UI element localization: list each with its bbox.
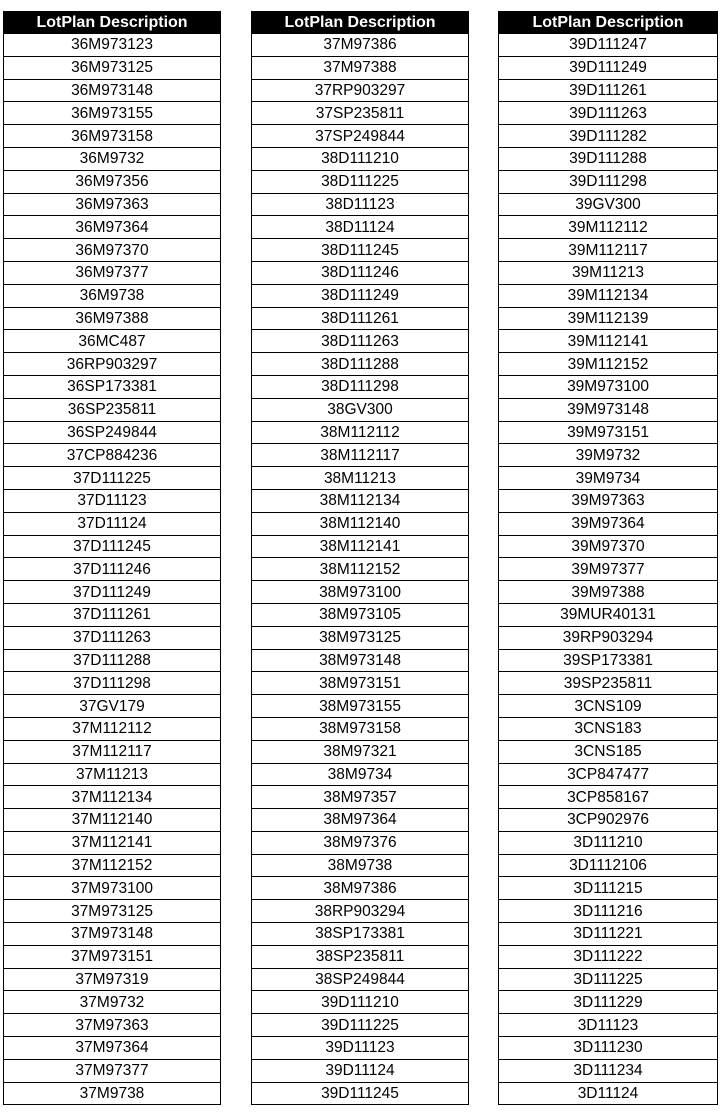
lotplan-cell: 37M112134 bbox=[4, 786, 221, 809]
lotplan-cell: 37D111263 bbox=[4, 626, 221, 649]
lotplan-cell: 3CP902976 bbox=[499, 809, 718, 832]
table-row bbox=[4, 56, 221, 79]
lotplan-cell: 38M97376 bbox=[252, 831, 469, 854]
table-row bbox=[499, 147, 718, 170]
table-row bbox=[252, 1037, 469, 1060]
table-row bbox=[4, 375, 221, 398]
table-row bbox=[499, 763, 718, 786]
lotplan-cell: 36MC487 bbox=[4, 330, 221, 353]
table-row bbox=[499, 398, 718, 421]
table-body bbox=[4, 34, 221, 1105]
lotplan-cell: 39M973151 bbox=[499, 421, 718, 444]
lotplan-cell: 38D111261 bbox=[252, 307, 469, 330]
table-row bbox=[252, 307, 469, 330]
lotplan-cell: 3D111221 bbox=[499, 923, 718, 946]
table-row bbox=[499, 125, 718, 148]
lotplan-cell: 37M97386 bbox=[252, 34, 469, 57]
table-row bbox=[252, 398, 469, 421]
lotplan-cell: 39M112139 bbox=[499, 307, 718, 330]
table-row bbox=[499, 1059, 718, 1082]
lotplan-cell: 39M973148 bbox=[499, 398, 718, 421]
table-row bbox=[499, 353, 718, 376]
lotplan-cell: 3D11124 bbox=[499, 1082, 718, 1105]
table-row bbox=[252, 375, 469, 398]
table-row bbox=[4, 831, 221, 854]
table-row bbox=[252, 147, 469, 170]
table-row bbox=[4, 467, 221, 490]
lotplan-cell: 36SP235811 bbox=[4, 398, 221, 421]
lotplan-cell: 3D111210 bbox=[499, 831, 718, 854]
table-row bbox=[252, 535, 469, 558]
lotplan-cell: 37D111261 bbox=[4, 603, 221, 626]
lotplan-cell: 37M973151 bbox=[4, 945, 221, 968]
lotplan-cell: 38M112134 bbox=[252, 489, 469, 512]
lotplan-cell: 37D11124 bbox=[4, 512, 221, 535]
lotplan-cell: 38M112152 bbox=[252, 558, 469, 581]
lotplan-cell: 39GV300 bbox=[499, 193, 718, 216]
table-row bbox=[4, 147, 221, 170]
lotplan-cell: 3D111215 bbox=[499, 877, 718, 900]
table-row bbox=[4, 900, 221, 923]
lotplan-cell: 39M112134 bbox=[499, 284, 718, 307]
table-row bbox=[4, 854, 221, 877]
table-row bbox=[499, 945, 718, 968]
lotplan-cell: 37D111249 bbox=[4, 581, 221, 604]
table-row bbox=[4, 877, 221, 900]
table-row bbox=[4, 353, 221, 376]
lotplan-cell: 37M112117 bbox=[4, 740, 221, 763]
table-row bbox=[252, 125, 469, 148]
lotplan-cell: 38M973151 bbox=[252, 672, 469, 695]
table-row bbox=[4, 809, 221, 832]
table-row bbox=[252, 56, 469, 79]
lotplan-cell: 36M97356 bbox=[4, 170, 221, 193]
lotplan-cell: 3D111225 bbox=[499, 968, 718, 991]
lotplan-cell: 38M9738 bbox=[252, 854, 469, 877]
table-row bbox=[4, 398, 221, 421]
lotplan-cell: 37M97363 bbox=[4, 1014, 221, 1037]
lotplan-cell: 3D11123 bbox=[499, 1014, 718, 1037]
lotplan-cell: 38M9734 bbox=[252, 763, 469, 786]
lotplan-cell: 36RP903297 bbox=[4, 353, 221, 376]
table-header-row bbox=[252, 12, 469, 34]
table-row bbox=[499, 1037, 718, 1060]
table-row bbox=[499, 239, 718, 262]
table-body bbox=[499, 34, 718, 1105]
lotplan-cell: 39MUR40131 bbox=[499, 603, 718, 626]
table-row bbox=[252, 968, 469, 991]
lotplan-cell: 37M11213 bbox=[4, 763, 221, 786]
lotplan-cell: 3CNS109 bbox=[499, 695, 718, 718]
lotplan-cell: 38M97357 bbox=[252, 786, 469, 809]
table-row bbox=[499, 900, 718, 923]
table-row bbox=[252, 261, 469, 284]
lotplan-cell: 37CP884236 bbox=[4, 444, 221, 467]
table-row bbox=[499, 854, 718, 877]
table-row bbox=[4, 1037, 221, 1060]
lotplan-cell: 36M973148 bbox=[4, 79, 221, 102]
lotplan-cell: 37RP903297 bbox=[252, 79, 469, 102]
lotplan-cell: 37M112141 bbox=[4, 831, 221, 854]
lotplan-cell: 38M973155 bbox=[252, 695, 469, 718]
table-row bbox=[499, 786, 718, 809]
lotplan-table-1 bbox=[3, 11, 221, 1105]
table-row bbox=[252, 945, 469, 968]
table-row bbox=[252, 854, 469, 877]
table-row bbox=[499, 991, 718, 1014]
lotplan-cell: 37M97319 bbox=[4, 968, 221, 991]
table-row bbox=[499, 34, 718, 57]
lotplan-cell: 36M97370 bbox=[4, 239, 221, 262]
lotplan-cell: 38M973100 bbox=[252, 581, 469, 604]
lotplan-cell: 37M112152 bbox=[4, 854, 221, 877]
lotplan-cell: 38RP903294 bbox=[252, 900, 469, 923]
lotplan-cell: 37GV179 bbox=[4, 695, 221, 718]
table-row bbox=[252, 763, 469, 786]
lotplan-cell: 37D111225 bbox=[4, 467, 221, 490]
table-row bbox=[252, 1082, 469, 1105]
lotplan-cell: 36SP173381 bbox=[4, 375, 221, 398]
table-row bbox=[4, 535, 221, 558]
table-row bbox=[252, 512, 469, 535]
lotplan-cell: 38D111245 bbox=[252, 239, 469, 262]
lotplan-cell: 37M112140 bbox=[4, 809, 221, 832]
table-row bbox=[4, 512, 221, 535]
lotplan-cell: 36M9738 bbox=[4, 284, 221, 307]
lotplan-cell: 38M973148 bbox=[252, 649, 469, 672]
lotplan-cell: 37M97377 bbox=[4, 1059, 221, 1082]
lotplan-cell: 39SP173381 bbox=[499, 649, 718, 672]
lotplan-cell: 38D111225 bbox=[252, 170, 469, 193]
table-row bbox=[252, 239, 469, 262]
table-row bbox=[4, 672, 221, 695]
table-row bbox=[4, 193, 221, 216]
table-row bbox=[4, 1082, 221, 1105]
lotplan-cell: 37SP249844 bbox=[252, 125, 469, 148]
lotplan-cell: 39D111263 bbox=[499, 102, 718, 125]
table-row bbox=[252, 900, 469, 923]
table-row bbox=[4, 626, 221, 649]
lotplan-cell: 3D111222 bbox=[499, 945, 718, 968]
table-row bbox=[4, 695, 221, 718]
lotplan-cell: 39M112152 bbox=[499, 353, 718, 376]
table-row bbox=[4, 444, 221, 467]
table-row bbox=[4, 239, 221, 262]
table-row bbox=[4, 125, 221, 148]
lotplan-cell: 36M97377 bbox=[4, 261, 221, 284]
lotplan-cell: 3CP847477 bbox=[499, 763, 718, 786]
lotplan-cell: 3D1112106 bbox=[499, 854, 718, 877]
lotplan-cell: 36M973155 bbox=[4, 102, 221, 125]
lotplan-cell: 38GV300 bbox=[252, 398, 469, 421]
table-row bbox=[499, 261, 718, 284]
lotplan-cell: 3D111216 bbox=[499, 900, 718, 923]
table-row bbox=[499, 102, 718, 125]
table-row bbox=[4, 261, 221, 284]
table-row bbox=[499, 1014, 718, 1037]
lotplan-cell: 39D111210 bbox=[252, 991, 469, 1014]
table-row bbox=[499, 535, 718, 558]
lotplan-table-3 bbox=[498, 11, 718, 1105]
lotplan-cell: 39D111225 bbox=[252, 1014, 469, 1037]
table-row bbox=[4, 991, 221, 1014]
table-row bbox=[4, 102, 221, 125]
table-row bbox=[252, 421, 469, 444]
lotplan-cell: 39M97388 bbox=[499, 581, 718, 604]
lotplan-cell: 38D111298 bbox=[252, 375, 469, 398]
table-header-row bbox=[4, 12, 221, 34]
lotplan-cell: 36M9732 bbox=[4, 147, 221, 170]
table-row bbox=[252, 79, 469, 102]
lotplan-cell: 37M9738 bbox=[4, 1082, 221, 1105]
table-row bbox=[499, 444, 718, 467]
table-row bbox=[499, 649, 718, 672]
table-row bbox=[499, 284, 718, 307]
lotplan-cell: 36M97364 bbox=[4, 216, 221, 239]
lotplan-cell: 38M11213 bbox=[252, 467, 469, 490]
lotplan-cell: 39D111247 bbox=[499, 34, 718, 57]
table-row bbox=[499, 603, 718, 626]
lotplan-cell: 36M973158 bbox=[4, 125, 221, 148]
lotplan-cell: 3CNS183 bbox=[499, 717, 718, 740]
table-row bbox=[499, 672, 718, 695]
table-row bbox=[499, 330, 718, 353]
lotplan-cell: 38M973158 bbox=[252, 717, 469, 740]
table-row bbox=[4, 763, 221, 786]
lotplan-cell: 36SP249844 bbox=[4, 421, 221, 444]
table-row bbox=[252, 923, 469, 946]
table-row bbox=[499, 558, 718, 581]
lotplan-cell: 37M112112 bbox=[4, 717, 221, 740]
table-row bbox=[499, 307, 718, 330]
lotplan-cell: 38M97321 bbox=[252, 740, 469, 763]
lotplan-cell: 36M973123 bbox=[4, 34, 221, 57]
table-row bbox=[252, 444, 469, 467]
table-row bbox=[499, 626, 718, 649]
lotplan-cell: 39M9734 bbox=[499, 467, 718, 490]
table-row bbox=[4, 649, 221, 672]
table-row bbox=[252, 809, 469, 832]
lotplan-cell: 37M9732 bbox=[4, 991, 221, 1014]
table-row bbox=[499, 1082, 718, 1105]
lotplan-cell: 38M112112 bbox=[252, 421, 469, 444]
table-row bbox=[499, 512, 718, 535]
table-row bbox=[252, 603, 469, 626]
lotplan-cell: 3D111234 bbox=[499, 1059, 718, 1082]
lotplan-cell: 37SP235811 bbox=[252, 102, 469, 125]
lotplan-cell: 39D111288 bbox=[499, 147, 718, 170]
table-row bbox=[252, 672, 469, 695]
table-row bbox=[4, 34, 221, 57]
table-row bbox=[252, 330, 469, 353]
table-row bbox=[252, 717, 469, 740]
lotplan-cell: 38M97364 bbox=[252, 809, 469, 832]
table-row bbox=[499, 489, 718, 512]
table-row bbox=[499, 831, 718, 854]
table-row bbox=[252, 1059, 469, 1082]
lotplan-cell: 37D11123 bbox=[4, 489, 221, 512]
table-row bbox=[499, 375, 718, 398]
lotplan-cell: 39M11213 bbox=[499, 261, 718, 284]
table-row bbox=[252, 786, 469, 809]
lotplan-cell: 39D111245 bbox=[252, 1082, 469, 1105]
table-row bbox=[4, 717, 221, 740]
lotplan-cell: 39M97363 bbox=[499, 489, 718, 512]
lotplan-cell: 36M973125 bbox=[4, 56, 221, 79]
table-row bbox=[252, 170, 469, 193]
lotplan-cell: 39M97370 bbox=[499, 535, 718, 558]
table-row bbox=[4, 581, 221, 604]
lotplan-cell: 37D111298 bbox=[4, 672, 221, 695]
table-row bbox=[4, 923, 221, 946]
lotplan-cell: 38D111263 bbox=[252, 330, 469, 353]
table-row bbox=[4, 786, 221, 809]
lotplan-cell: 39M97377 bbox=[499, 558, 718, 581]
table-row bbox=[499, 968, 718, 991]
table-row bbox=[4, 170, 221, 193]
table-row bbox=[252, 581, 469, 604]
table-row bbox=[4, 945, 221, 968]
lotplan-cell: 38D111249 bbox=[252, 284, 469, 307]
lotplan-cell: 36M97363 bbox=[4, 193, 221, 216]
table-row bbox=[252, 649, 469, 672]
table-row bbox=[252, 102, 469, 125]
table-row bbox=[499, 193, 718, 216]
table-row bbox=[4, 968, 221, 991]
lotplan-table-2 bbox=[251, 11, 469, 1105]
lotplan-cell: 37M973100 bbox=[4, 877, 221, 900]
lotplan-cell: 38M973105 bbox=[252, 603, 469, 626]
lotplan-cell: 39D111298 bbox=[499, 170, 718, 193]
lotplan-cell: 37M973125 bbox=[4, 900, 221, 923]
lotplan-cell: 39M97364 bbox=[499, 512, 718, 535]
table-row bbox=[252, 877, 469, 900]
lotplan-cell: 36M97388 bbox=[4, 307, 221, 330]
lotplan-cell: 39RP903294 bbox=[499, 626, 718, 649]
lotplan-cell: 39D111249 bbox=[499, 56, 718, 79]
table-row bbox=[252, 558, 469, 581]
lotplan-cell: 3D111230 bbox=[499, 1037, 718, 1060]
lotplan-cell: 37M973148 bbox=[4, 923, 221, 946]
table-row bbox=[252, 740, 469, 763]
table-row bbox=[4, 603, 221, 626]
table-body bbox=[252, 34, 469, 1105]
table-row bbox=[4, 740, 221, 763]
lotplan-cell: 38D111210 bbox=[252, 147, 469, 170]
table-row bbox=[4, 284, 221, 307]
table-row bbox=[4, 489, 221, 512]
table-row bbox=[252, 1014, 469, 1037]
lotplan-cell: 39M973100 bbox=[499, 375, 718, 398]
table-row bbox=[499, 421, 718, 444]
table-row bbox=[252, 216, 469, 239]
table-row bbox=[252, 626, 469, 649]
lotplan-cell: 38D111246 bbox=[252, 261, 469, 284]
lotplan-cell: 39M112112 bbox=[499, 216, 718, 239]
table-row bbox=[499, 809, 718, 832]
table-row bbox=[499, 56, 718, 79]
lotplan-cell: 38M112140 bbox=[252, 512, 469, 535]
column-header: LotPlan Description bbox=[4, 12, 221, 34]
table-row bbox=[4, 1014, 221, 1037]
table-row bbox=[4, 330, 221, 353]
lotplan-cell: 39M112141 bbox=[499, 330, 718, 353]
table-row bbox=[4, 1059, 221, 1082]
table-header-row bbox=[499, 12, 718, 34]
lotplan-cell: 39D111261 bbox=[499, 79, 718, 102]
table-row bbox=[499, 216, 718, 239]
column-header: LotPlan Description bbox=[499, 12, 718, 34]
table-row bbox=[4, 558, 221, 581]
lotplan-cell: 39M112117 bbox=[499, 239, 718, 262]
table-row bbox=[499, 717, 718, 740]
lotplan-cell: 39SP235811 bbox=[499, 672, 718, 695]
lotplan-cell: 37D111246 bbox=[4, 558, 221, 581]
table-row bbox=[252, 284, 469, 307]
table-row bbox=[252, 193, 469, 216]
table-row bbox=[499, 467, 718, 490]
lotplan-cell: 38M112141 bbox=[252, 535, 469, 558]
table-row bbox=[4, 216, 221, 239]
table-row bbox=[252, 831, 469, 854]
lotplan-cell: 39D111282 bbox=[499, 125, 718, 148]
lotplan-cell: 38M973125 bbox=[252, 626, 469, 649]
table-row bbox=[499, 877, 718, 900]
column-header: LotPlan Description bbox=[252, 12, 469, 34]
table-row bbox=[252, 467, 469, 490]
lotplan-cell: 38M112117 bbox=[252, 444, 469, 467]
lotplan-cell: 3CNS185 bbox=[499, 740, 718, 763]
table-row bbox=[499, 581, 718, 604]
lotplan-cell: 37M97388 bbox=[252, 56, 469, 79]
lotplan-cell: 3D111229 bbox=[499, 991, 718, 1014]
lotplan-cell: 37D111288 bbox=[4, 649, 221, 672]
table-row bbox=[499, 740, 718, 763]
lotplan-cell: 38SP235811 bbox=[252, 945, 469, 968]
table-row bbox=[4, 307, 221, 330]
table-row bbox=[499, 79, 718, 102]
table-row bbox=[252, 489, 469, 512]
lotplan-cell: 39M9732 bbox=[499, 444, 718, 467]
table-row bbox=[252, 991, 469, 1014]
table-row bbox=[499, 695, 718, 718]
lotplan-cell: 38D11124 bbox=[252, 216, 469, 239]
lotplan-cell: 37D111245 bbox=[4, 535, 221, 558]
lotplan-cell: 38SP249844 bbox=[252, 968, 469, 991]
table-row bbox=[499, 923, 718, 946]
lotplan-cell: 39D11124 bbox=[252, 1059, 469, 1082]
lotplan-cell: 38D11123 bbox=[252, 193, 469, 216]
table-row bbox=[499, 170, 718, 193]
lotplan-cell: 37M97364 bbox=[4, 1037, 221, 1060]
table-row bbox=[4, 421, 221, 444]
lotplan-cell: 38D111288 bbox=[252, 353, 469, 376]
table-row bbox=[252, 34, 469, 57]
lotplan-cell: 39D11123 bbox=[252, 1037, 469, 1060]
table-row bbox=[252, 353, 469, 376]
table-row bbox=[252, 695, 469, 718]
lotplan-cell: 38SP173381 bbox=[252, 923, 469, 946]
lotplan-cell: 38M97386 bbox=[252, 877, 469, 900]
table-row bbox=[4, 79, 221, 102]
lotplan-cell: 3CP858167 bbox=[499, 786, 718, 809]
